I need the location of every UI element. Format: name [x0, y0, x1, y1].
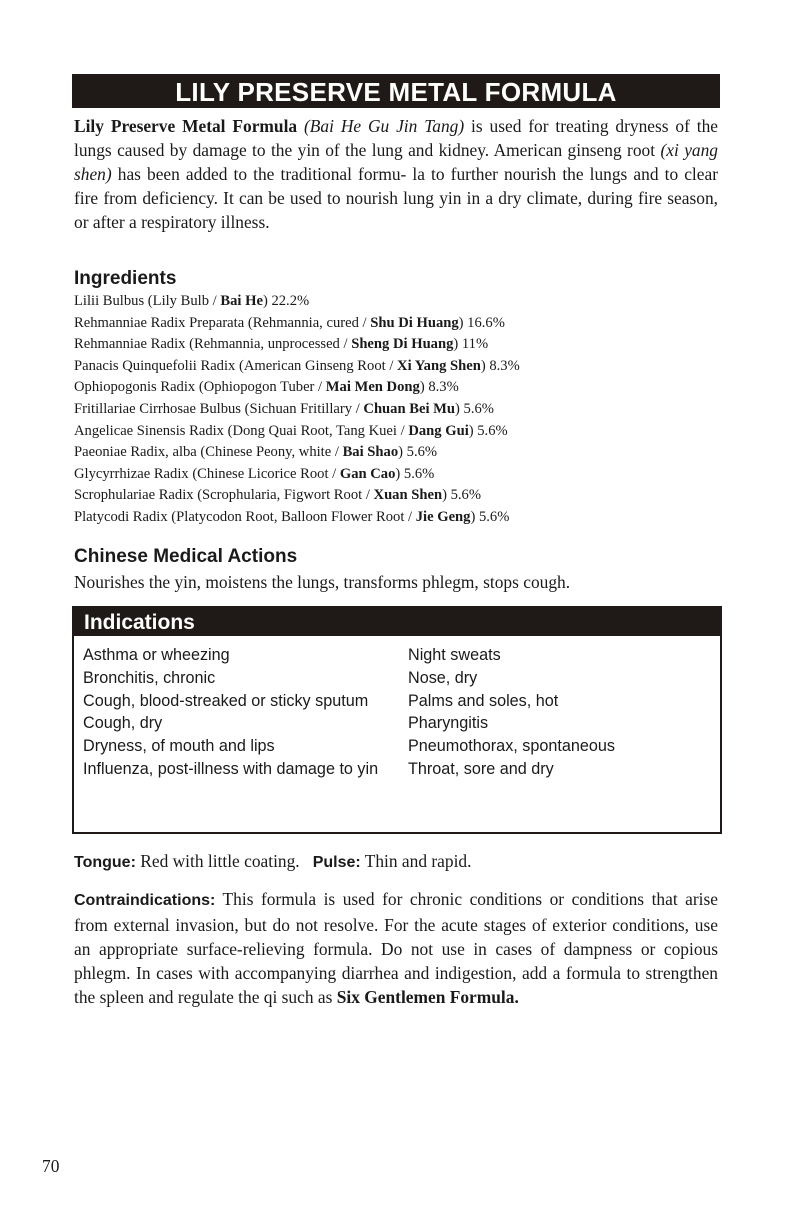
ingredient-latin-name: Glycyrrhizae Radix (Chinese Licorice Root / — [74, 465, 340, 482]
indications-box — [72, 606, 722, 834]
ingredient-item — [74, 399, 714, 421]
indication-item: Nose, dry — [408, 668, 478, 687]
intro-text-2: has been added to the traditional formu- la to further nourish the lungs and to clear fire from deficiency. It can be used to nourish lung yin in a dry climate, during fire season, or after a respiratory illness. — [74, 164, 718, 232]
indications-left-column — [83, 644, 383, 781]
intro-text-1: is used for treating dryness of the lungs caused by damage to the yin of the lung and kidney. American ginseng root — [74, 116, 719, 160]
ingredient-pinyin: Gan Cao — [339, 465, 396, 482]
contraindications-text: This formula is used for chronic conditions or conditions that arise from external invasion, but do not resolve. For the acute stages of exterior conditions, use an appropriate surface-relieving formula. Do not use in cases of dampness or copious phlegm. In cases with accompanying diarrhea and indigestion, add a formula to strengthen the spleen and regulate the qi such as — [74, 889, 718, 1007]
ingredient-latin-name: Scrophulariae Radix (Scrophularia, Figwort Root / — [74, 487, 374, 504]
ingredient-pinyin: Bai He — [220, 293, 263, 309]
tongue-label: Tongue: — [74, 854, 136, 871]
page-title: LILY PRESERVE METAL FORMULA — [72, 74, 720, 108]
indications-right-column — [408, 644, 708, 781]
indication-item: Night sweats — [408, 646, 501, 664]
indication-item: Pharyngitis — [408, 714, 489, 733]
intro-paragraph — [74, 114, 718, 234]
ingredient-pinyin: Jie Geng — [415, 508, 471, 525]
ingredient-percentage: ) 5.6% — [455, 400, 494, 417]
actions-text: Nourishes the yin, moistens the lungs, transforms phlegm, stops cough. — [74, 572, 571, 592]
ingredient-latin-name: Rehmanniae Radix Preparata (Rehmannia, cured / — [74, 314, 371, 331]
ingredient-percentage: ) 5.6% — [395, 465, 435, 482]
ingredient-latin-name: Fritillariae Cirrhosae Bulbus (Sichuan Fritillary / — [74, 400, 364, 417]
ingredient-pinyin: Sheng Di Huang — [351, 336, 454, 353]
ingredient-item — [74, 334, 714, 356]
ingredient-latin-name: Lilii Bulbus (Lily Bulb / — [74, 293, 221, 309]
ingredient-percentage: ) 5.6% — [398, 444, 438, 461]
indication-item: Dryness, of mouth and lips — [83, 737, 275, 756]
formula-name: Lily Preserve Metal Formula — [74, 116, 298, 136]
ingredient-percentage: ) 5.6% — [442, 487, 481, 504]
tongue-text: Red with little coating. — [135, 851, 300, 871]
page-number: 70 — [42, 1156, 60, 1176]
indication-item: Pneumothorax, spontaneous — [408, 737, 615, 756]
ingredient-pinyin: Xuan Shen — [373, 487, 443, 504]
indication-item: Cough, dry — [83, 714, 163, 733]
ingredient-item — [74, 507, 714, 529]
ingredient-percentage: ) 5.6% — [468, 422, 508, 439]
indication-item: Bronchitis, chronic — [83, 668, 216, 687]
indication-item: Palms and soles, hot — [408, 691, 559, 710]
ingredient-latin-name: Platycodi Radix (Platycodon Root, Balloon Flower Root / — [74, 508, 416, 525]
ingredient-latin-name: Paeoniae Radix, alba (Chinese Peony, white / — [74, 444, 343, 461]
ingredients-list — [74, 291, 714, 529]
ingredient-pinyin: Shu Di Huang — [370, 314, 459, 331]
formula-pinyin: (Bai He Gu Jin Tang) — [304, 116, 465, 136]
ingredient-latin-name: Rehmanniae Radix (Rehmannia, unprocessed / — [74, 336, 352, 353]
added-herb: (xi yang shen) — [74, 140, 718, 184]
indication-item: Asthma or wheezing — [83, 646, 230, 664]
ingredient-percentage: ) 22.2% — [262, 293, 310, 309]
ingredient-pinyin: Chuan Bei Mu — [363, 400, 456, 417]
ingredient-latin-name: Ophiopogonis Radix (Ophiopogon Tuber / — [74, 379, 326, 396]
contraindications-label: Contraindications: — [74, 892, 216, 909]
ingredient-item — [74, 464, 714, 486]
ingredient-percentage: ) 16.6% — [458, 314, 505, 331]
ingredient-percentage: ) 11% — [453, 336, 489, 353]
tongue-pulse-line — [74, 849, 718, 875]
ingredient-percentage: ) 8.3% — [419, 379, 459, 396]
actions-heading: Chinese Medical Actions — [74, 546, 298, 567]
ingredient-item — [74, 485, 714, 507]
indication-item: Throat, sore and dry — [408, 759, 554, 778]
ingredient-pinyin: Bai Shao — [342, 444, 399, 461]
indication-item: Influenza, post-illness with damage to yin — [83, 759, 379, 778]
ingredient-item — [74, 291, 714, 313]
contraindications-formula: Six Gentlemen Formula. — [336, 987, 519, 1007]
ingredient-item — [74, 313, 714, 335]
ingredient-item — [74, 442, 714, 464]
pulse-text: Thin and rapid. — [360, 851, 472, 871]
ingredient-item — [74, 421, 714, 443]
ingredient-pinyin: Mai Men Dong — [325, 379, 420, 396]
ingredient-item — [74, 356, 714, 378]
indication-item: Cough, blood-streaked or sticky sputum — [83, 691, 369, 710]
contraindications-paragraph — [74, 887, 718, 1009]
indications-heading: Indications — [74, 608, 720, 636]
ingredient-latin-name: Panacis Quinquefolii Radix (American Ginseng Root / — [74, 357, 398, 374]
ingredient-latin-name: Angelicae Sinensis Radix (Dong Quai Root, Tang Kuei / — [74, 422, 409, 439]
ingredient-percentage: ) 8.3% — [480, 357, 520, 374]
ingredient-percentage: ) 5.6% — [470, 508, 510, 525]
ingredient-pinyin: Dang Gui — [408, 422, 469, 439]
ingredient-pinyin: Xi Yang Shen — [397, 357, 481, 374]
ingredients-heading: Ingredients — [74, 268, 177, 289]
ingredient-item — [74, 377, 714, 399]
pulse-label: Pulse: — [312, 854, 361, 871]
